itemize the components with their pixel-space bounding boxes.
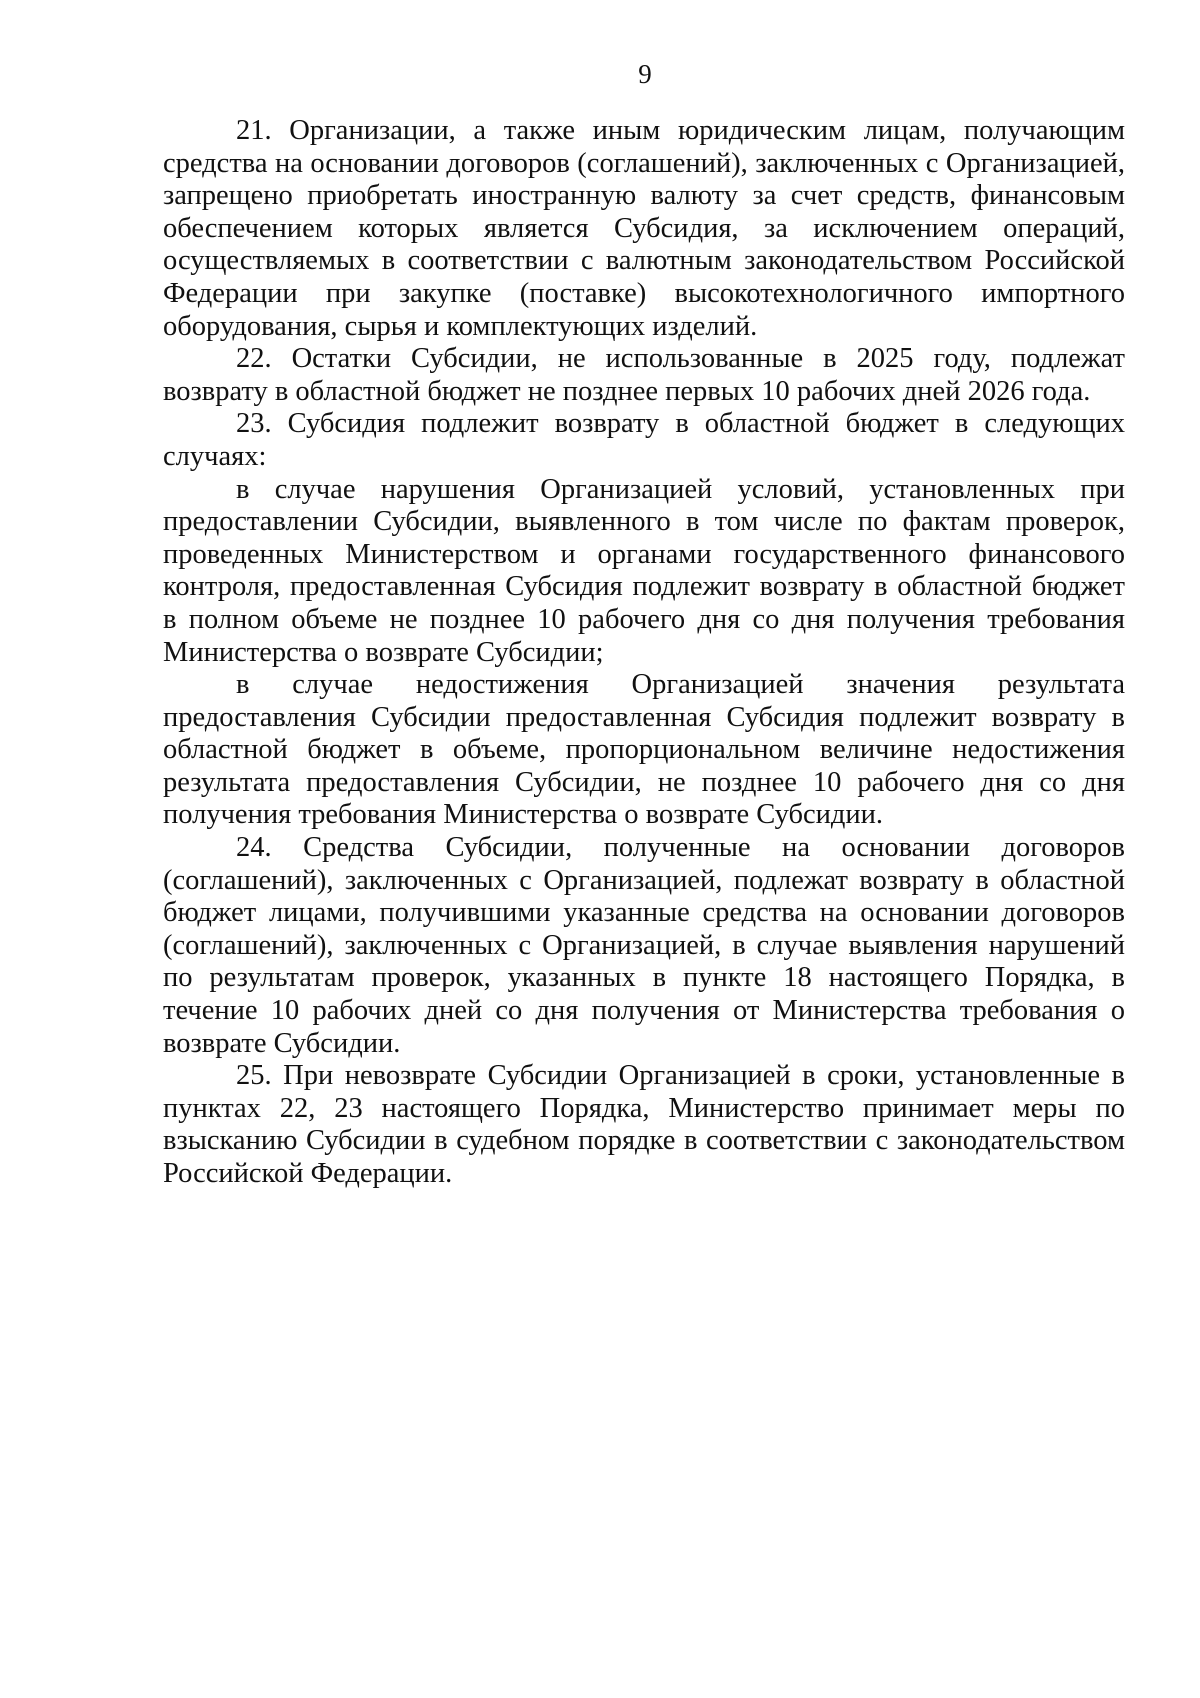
page-number: 9 <box>638 59 652 89</box>
document-body <box>163 115 1125 1191</box>
paragraph-21: 21. Организации, а также иным юридическим лицам, получающим средства на основании договоров (соглашений), заключенных с Организацией, запрещено приобретать иностранную валюту за счет средств, финансовым обеспечением которых является Субсидия, за исключением операций, осуществляемых в соответствии с валютным законодательством Российской Федерации при закупке (поставке) высокотехнологичного импортного оборудования, сырья и комплектующих изделий. <box>163 115 1125 342</box>
paragraph-23-case-violation: в случае нарушения Организацией условий, установленных при предоставлении Субсидии, выявленного в том числе по фактам проверок, проведенных Министерством и органами государственного финансового контроля, предоставленная Субсидия подлежит возврату в областной бюджет в полном объеме не позднее 10 рабочего дня со дня получения требования Министерства о возврате Субсидии; <box>163 473 1125 668</box>
paragraph-24: 24. Средства Субсидии, полученные на основании договоров (соглашений), заключенных с Организацией, подлежат возврату в областной бюджет лицами, получившими указанные средства на основании договоров (соглашений), заключенных с Организацией, в случае выявления нарушений по результатам проверок, указанных в пункте 18 настоящего Порядка, в течение 10 рабочих дней со дня получения от Министерства требования о возврате Субсидии. <box>163 832 1125 1059</box>
paragraph-23-case-underachievement: в случае недостижения Организацией значения результата предоставления Субсидии предоставленная Субсидия подлежит возврату в областной бюджет в объеме, пропорциональном величине недостижения результата предоставления Субсидии, не позднее 10 рабочего дня со дня получения требования Министерства о возврате Субсидии. <box>163 669 1125 831</box>
paragraph-25: 25. При невозврате Субсидии Организацией в сроки, установленные в пунктах 22, 23 настоящего Порядка, Министерство принимает меры по взысканию Субсидии в судебном порядке в соответствии с законодательством Российской Федерации. <box>163 1060 1125 1189</box>
paragraph-22: 22. Остатки Субсидии, не использованные в 2025 году, подлежат возврату в областной бюджет не позднее первых 10 рабочих дней 2026 года. <box>163 343 1125 407</box>
paragraph-23: 23. Субсидия подлежит возврату в областной бюджет в следующих случаях: <box>163 408 1125 472</box>
